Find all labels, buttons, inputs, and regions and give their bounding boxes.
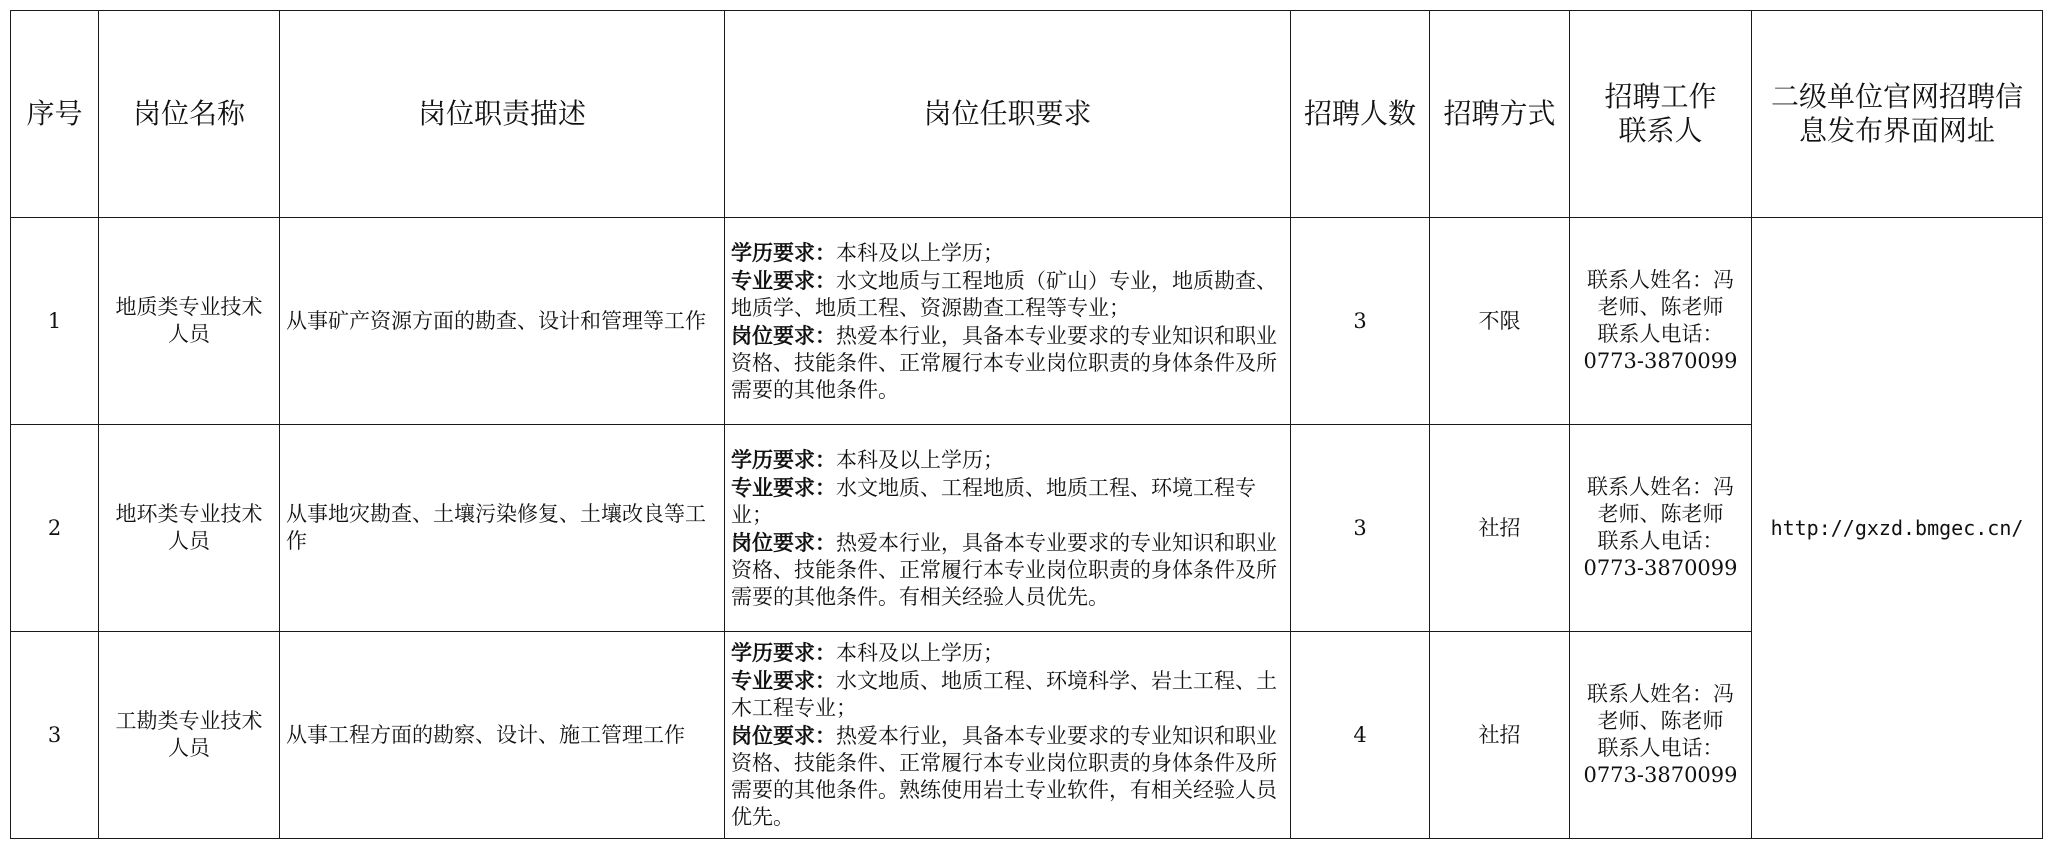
row-method: 不限 [1430,218,1570,425]
recruitment-sheet [10,10,2043,839]
post-value: 热爱本行业，具备本专业要求的专业知识和职业资格、技能条件、正常履行本专业岗位职责的身体条件及所需要的其他条件。有相关经验人员优先。 [731,530,1277,609]
header-requirements: 岗位任职要求 [725,11,1291,218]
row-method: 社招 [1430,632,1570,839]
education-label: 学历要求： [731,239,836,265]
row-no: 3 [11,632,99,839]
row-no: 1 [11,218,99,425]
row-duties: 从事工程方面的勘察、设计、施工管理工作 [280,632,725,839]
contact-phone: 0773-3870099 [1583,349,1738,373]
table-row [11,632,2043,839]
header-duties: 岗位职责描述 [280,11,725,218]
education-value: 本科及以上学历； [836,641,1004,665]
contact-phone: 0773-3870099 [1583,763,1738,787]
education-label: 学历要求： [731,446,836,472]
contact-name: 联系人姓名：冯老师、陈老师 [1587,475,1734,526]
header-contact: 招聘工作联系人 [1570,11,1752,218]
header-position: 岗位名称 [99,11,280,218]
row-method: 社招 [1430,425,1570,632]
contact-phone: 0773-3870099 [1583,556,1738,580]
post-label: 岗位要求： [731,322,836,348]
table-row [11,425,2043,632]
row-count: 4 [1291,632,1430,839]
row-count: 3 [1291,425,1430,632]
row-contact [1570,632,1752,839]
row-count: 3 [1291,218,1430,425]
post-value: 热爱本行业，具备本专业要求的专业知识和职业资格、技能条件、正常履行本专业岗位职责的身体条件及所需要的其他条件。 [731,323,1277,402]
contact-name: 联系人姓名：冯老师、陈老师 [1587,682,1734,733]
major-value: 水文地质、工程地质、地质工程、环境工程专业； [731,475,1256,527]
major-value: 水文地质与工程地质（矿山）专业，地质勘查、地质学、地质工程、资源勘查工程等专业； [731,268,1277,320]
row-duties: 从事地灾勘查、土壤污染修复、土壤改良等工作 [280,425,725,632]
row-no: 2 [11,425,99,632]
row-requirements [725,218,1291,425]
major-label: 专业要求： [731,267,836,293]
row-position: 工勘类专业技术人员 [99,632,280,839]
header-row [11,11,2043,218]
row-requirements [725,632,1291,839]
row-duties: 从事矿产资源方面的勘查、设计和管理等工作 [280,218,725,425]
recruitment-url-link[interactable]: http://gxzd.bmgec.cn/ [1752,218,2043,839]
row-position: 地质类专业技术人员 [99,218,280,425]
contact-phone-label: 联系人电话： [1597,736,1724,760]
contact-name: 联系人姓名：冯老师、陈老师 [1587,268,1734,319]
recruitment-table [10,10,2043,839]
row-requirements [725,425,1291,632]
contact-phone-label: 联系人电话： [1597,529,1724,553]
header-count: 招聘人数 [1291,11,1430,218]
education-value: 本科及以上学历； [836,447,1004,472]
contact-phone-label: 联系人电话： [1597,322,1724,346]
post-value: 热爱本行业，具备本专业要求的专业知识和职业资格、技能条件、正常履行本专业岗位职责的身体条件及所需要的其他条件。熟练使用岩土专业软件，有相关经验人员优先。 [731,724,1277,829]
post-label: 岗位要求： [731,529,836,555]
post-label: 岗位要求： [731,723,836,748]
education-value: 本科及以上学历； [836,240,1004,265]
major-label: 专业要求： [731,474,836,500]
row-position: 地环类专业技术人员 [99,425,280,632]
row-contact [1570,425,1752,632]
table-row [11,218,2043,425]
education-label: 学历要求： [731,640,836,665]
major-label: 专业要求： [731,668,836,693]
header-no: 序号 [11,11,99,218]
row-contact [1570,218,1752,425]
header-method: 招聘方式 [1430,11,1570,218]
header-url: 二级单位官网招聘信息发布界面网址 [1752,11,2043,218]
major-value: 水文地质、地质工程、环境科学、岩土工程、土木工程专业； [731,669,1277,720]
